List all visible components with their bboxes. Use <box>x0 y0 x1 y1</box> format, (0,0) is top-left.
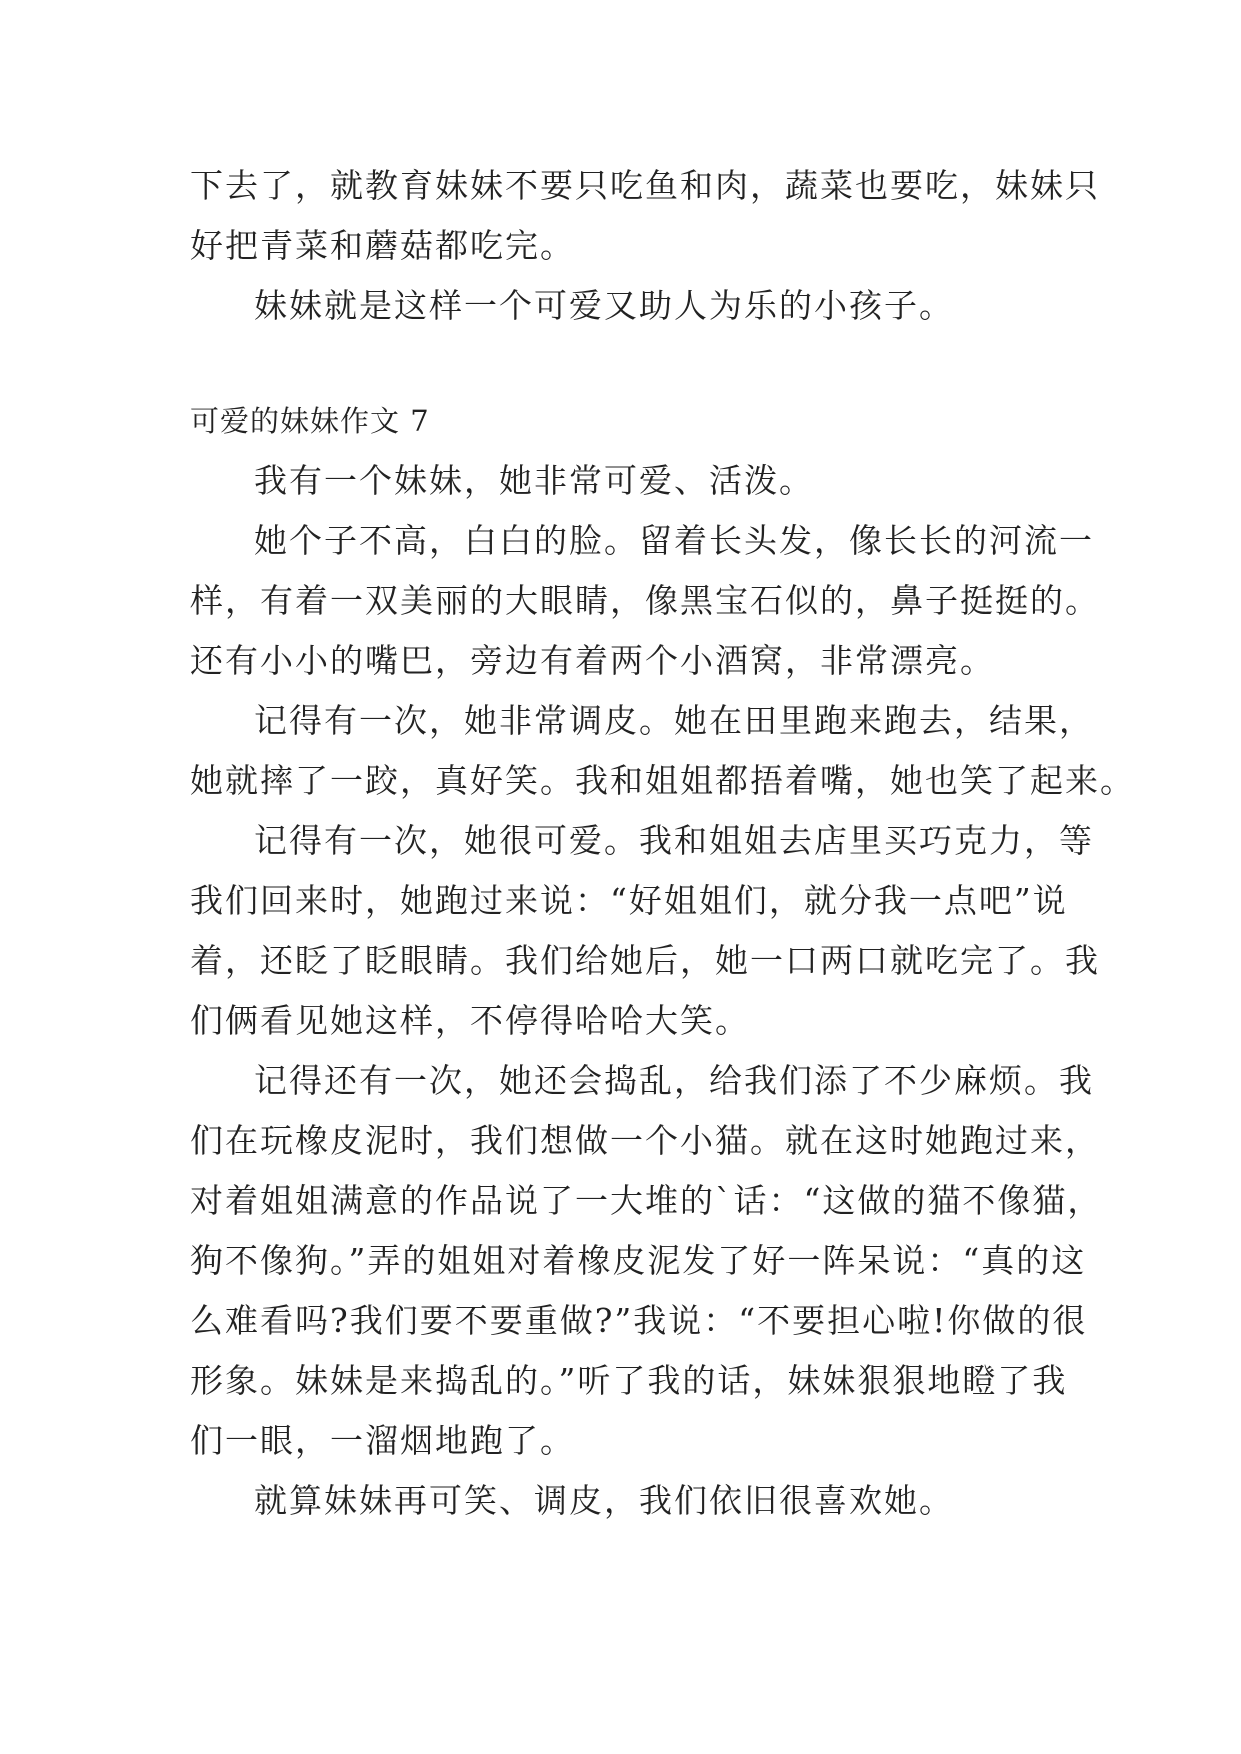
paragraph-line: 形象。妹妹是来捣乱的。”听了我的话，妹妹狠狠地瞪了我 <box>190 1361 1068 1400</box>
paragraph-line: 还有小小的嘴巴，旁边有着两个小酒窝，非常漂亮。 <box>190 641 995 680</box>
paragraph-line: 妹妹就是这样一个可爱又助人为乐的小孩子。 <box>254 286 954 325</box>
paragraph-line: 们俩看见她这样，不停得哈哈大笑。 <box>190 1001 750 1040</box>
paragraph-line: 她个子不高，白白的脸。留着长头发，像长长的河流一 <box>254 521 1094 560</box>
paragraph-line: 着，还眨了眨眼睛。我们给她后，她一口两口就吃完了。我 <box>190 941 1100 980</box>
paragraph-line: 们在玩橡皮泥时，我们想做一个小猫。就在这时她跑过来， <box>190 1121 1100 1160</box>
paragraph-line: 么难看吗?我们要不要重做?”我说：“不要担心啦!你做的很 <box>190 1301 1088 1340</box>
paragraph-line: 记得有一次，她非常调皮。她在田里跑来跑去，结果， <box>254 701 1094 740</box>
paragraph-line: 我们回来时，她跑过来说：“好姐姐们，就分我一点吧”说 <box>190 881 1068 920</box>
paragraph-line: 下去了，就教育妹妹不要只吃鱼和肉，蔬菜也要吃，妹妹只 <box>190 166 1100 205</box>
paragraph-line: 们一眼，一溜烟地跑了。 <box>190 1421 575 1460</box>
paragraph-line: 记得有一次，她很可爱。我和姐姐去店里买巧克力，等 <box>254 821 1094 860</box>
paragraph-line: 就算妹妹再可笑、调皮，我们依旧很喜欢她。 <box>254 1481 954 1520</box>
paragraph-line: 好把青菜和蘑菇都吃完。 <box>190 226 575 265</box>
paragraph-line: 对着姐姐满意的作品说了一大堆的`话：“这做的猫不像猫， <box>190 1181 1103 1220</box>
paragraph-line: 样，有着一双美丽的大眼睛，像黑宝石似的，鼻子挺挺的。 <box>190 581 1100 620</box>
section-title: 可爱的妹妹作文 7 <box>190 404 430 438</box>
paragraph-line: 记得还有一次，她还会捣乱，给我们添了不少麻烦。我 <box>254 1061 1094 1100</box>
paragraph-line: 我有一个妹妹，她非常可爱、活泼。 <box>254 461 814 500</box>
paragraph-line: 狗不像狗。”弄的姐姐对着橡皮泥发了好一阵呆说：“真的这 <box>190 1241 1087 1280</box>
paragraph-line: 她就摔了一跤，真好笑。我和姐姐都捂着嘴，她也笑了起来。 <box>190 761 1135 800</box>
